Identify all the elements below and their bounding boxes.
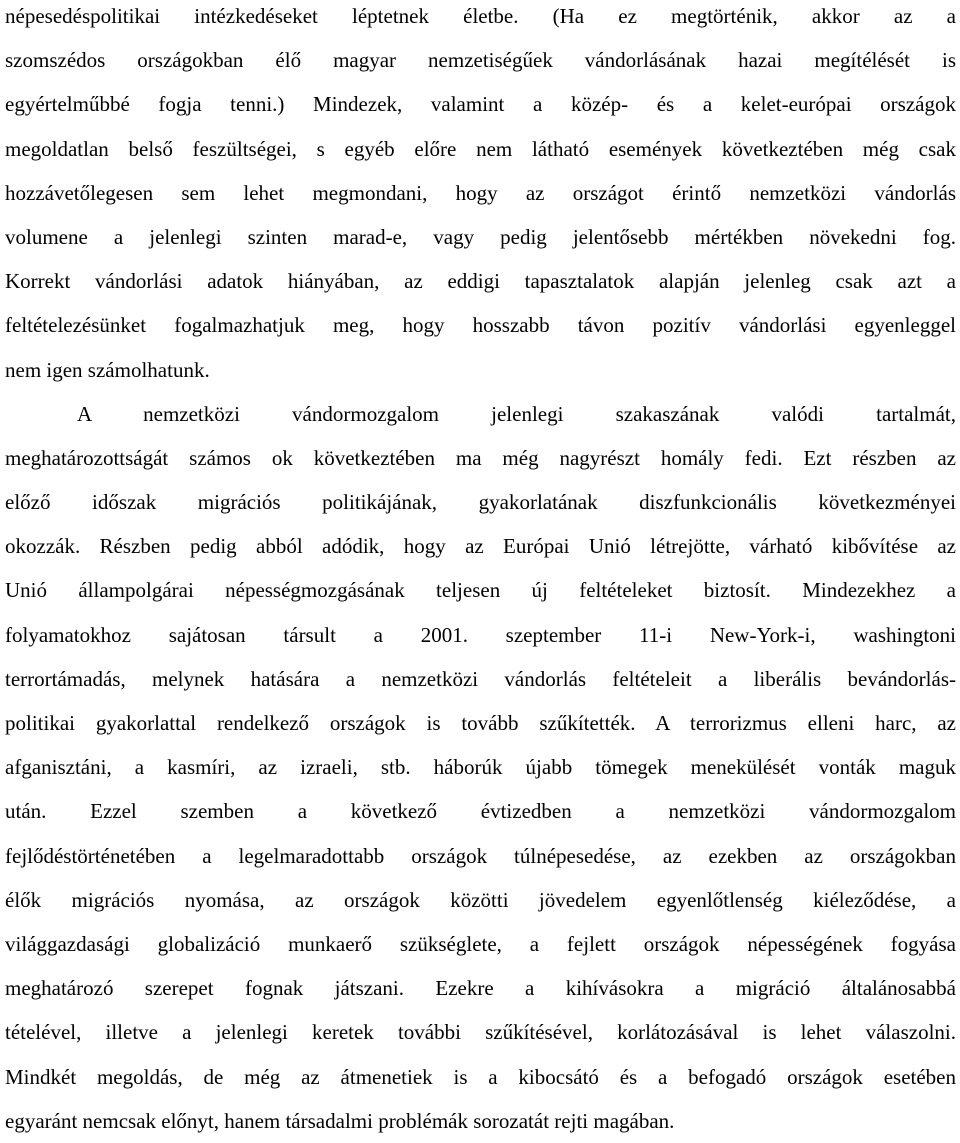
text-line: Mindkét megoldás, de még az átmenetiek is a kibocsátó és a befogadó országok esetében [5,1064,956,1089]
text-line: előző időszak migrációs politikájának, gyakorlatának diszfunkcionális következményei [5,490,956,515]
paragraph-start-line: A nemzetközi vándormozgalom jelenlegi szakaszának valódi tartalmát, [77,401,956,426]
text-line: Unió állampolgárai népességmozgásának teljesen új feltételeket biztosít. Mindezekhez a [5,578,956,603]
text-line: megoldatlan belső feszültségei, s egyéb előre nem látható események következtében még csak [5,136,956,161]
text-line: meghatározottságát számos ok következtében ma még nagyrészt homály fedi. Ezt részben az [5,445,956,470]
text-line: Korrekt vándorlási adatok hiányában, az eddigi tapasztalatok alapján jelenleg csak azt a [5,269,956,294]
text-line: élők migrációs nyomása, az országok közötti jövedelem egyenlőtlenség kiéleződése, a [5,887,956,912]
text-line: tételével, illetve a jelenlegi keretek további szűkítésével, korlátozásával is lehet válaszolni. [5,1020,956,1045]
text-line: politikai gyakorlattal rendelkező országok is tovább szűkítették. A terrorizmus elleni harc, az [5,711,956,735]
text-line: után. Ezzel szemben a következő évtizedben a nemzetközi vándormozgalom [5,799,956,824]
text-line: népesedéspolitikai intézkedéseket léptetnek életbe. (Ha ez megtörténik, akkor az a [5,4,956,28]
text-line: egyértelműbbé fogja tenni.) Mindezek, valamint a közép- és a kelet-európai országok [5,92,956,117]
paragraph-end-line: nem igen számolhatunk. [5,357,210,382]
text-line: szomszédos országokban élő magyar nemzetiségűek vándorlásának hazai megítélését is [5,48,956,73]
paragraph-end-line: egyaránt nemcsak előnyt, hanem társadalmi problémák sorozatát rejti magában. [5,1108,675,1133]
text-line: okozzák. Részben pedig abból adódik, hogy az Európai Unió létrejötte, várható kibővítése az [5,534,956,559]
text-line: feltételezésünket fogalmazhatjuk meg, hogy hosszabb távon pozitív vándorlási egyenleggel [5,313,956,338]
text-line: meghatározó szerepet fognak játszani. Ezekre a kihívásokra a migráció általánosabbá [5,976,956,1001]
text-line: világgazdasági globalizáció munkaerő szükséglete, a fejlett országok népességének fogyása [5,931,956,956]
text-line: fejlődéstörténetében a legelmaradottabb országok túlnépesedése, az ezekben az országokban [5,843,956,868]
text-line: terrortámadás, melynek hatására a nemzetközi vándorlás feltételeit a liberális bevándorlás- [5,666,956,691]
text-line: afganisztáni, a kasmíri, az izraeli, stb. háborúk újabb tömegek menekülését vonták maguk [5,755,956,780]
text-line: folyamatokhoz sajátosan társult a 2001. szeptember 11-i New-York-i, washingtoni [5,622,956,647]
text-line: volumene a jelenlegi szinten marad-e, vagy pedig jelentősebb mértékben növekedni fog. [5,224,956,249]
text-line: hozzávetőlegesen sem lehet megmondani, hogy az országot érintő nemzetközi vándorlás [5,180,956,205]
